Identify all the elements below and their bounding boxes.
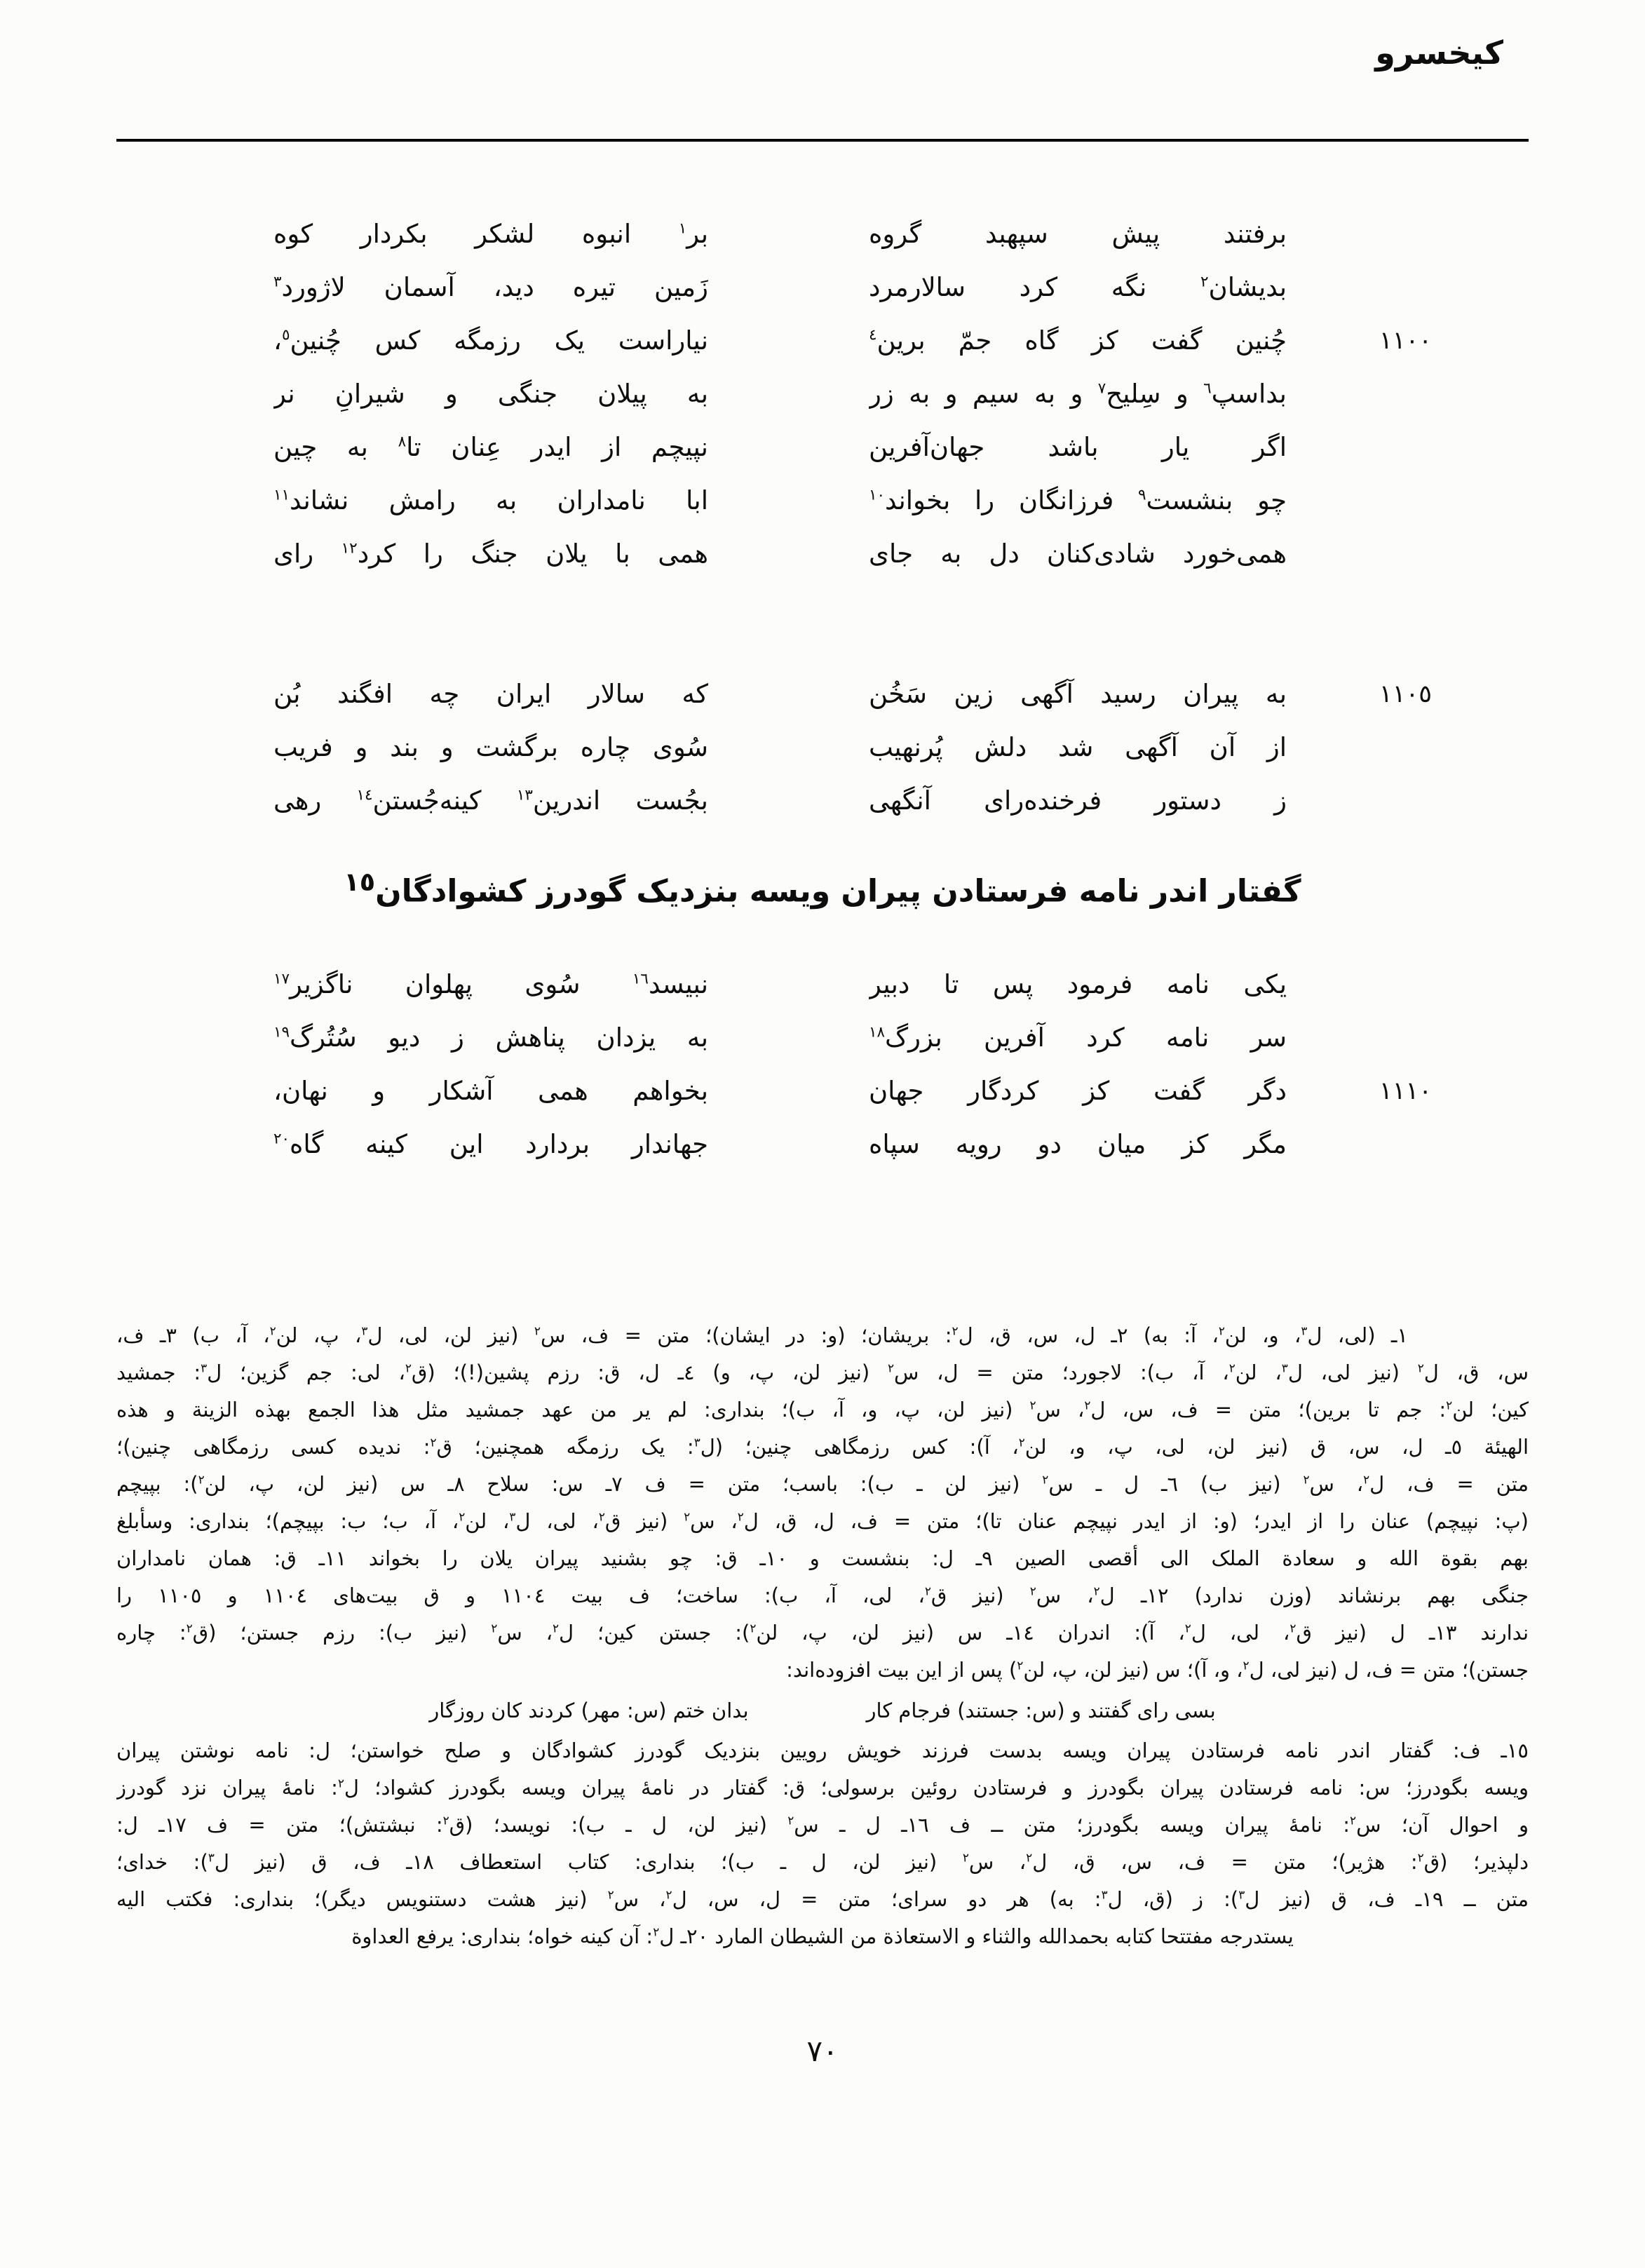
footnote-line: الهیئة ٥ـ ل، س، ق (نیز لن، لی، پ، و، لن$^٢$، آ): کس رزمگاهی چنین؛ (ل$^٣$: یک رزمگه همچنین؛ ق$^٢$: ندیده کسی رزمگاهی چنین)؛: [116, 1435, 1529, 1459]
verse-number: [1362, 367, 1449, 421]
verse-number: [1362, 1011, 1449, 1065]
hemistich-right: مگر کز میان دو رویه سپاه: [869, 1129, 1287, 1159]
footnote-line: یستدرجه مفتتحا کتابه بحمدالله والثناء و الاستعاذة من الشیطان المارد ٢٠ـ ل$^٢$: آن کینه خواه؛ بنداری: یرفع العداوة: [351, 1924, 1294, 1948]
page-number: ٧٠: [806, 2034, 839, 2068]
hemistich-left: به پیلان جنگی و شیرانِ نر: [273, 379, 708, 409]
couplet-row: [273, 1118, 1287, 1171]
footnote-line: و احوال آن؛ س$^٢$: نامهٔ پیران ویسه بگودرز؛ متن ــ ف ١٦ـ ل ـ س$^٢$ (نیز لن، ل ـ ب): نویسد؛ (ق$^٢$: نبشتش)؛ متن = ف ١٧ـ ل:: [116, 1813, 1529, 1837]
couplet-row: [273, 668, 1433, 721]
couplet-row: [273, 774, 1287, 828]
hemistich-left: که سالار ایران چه افگند بُن: [273, 679, 708, 709]
footnote-line: ١ـ (لی، ل$^٣$، و، لن$^٢$، آ: به) ٢ـ ل، س، ق، ل$^٢$: بریشان؛ (و: در ایشان)؛ متن = ف، س$^٢$ (نیز لن، لی، ل$^٣$، پ، لن$^٢$، آ، ب) ٣ـ ف،: [116, 1323, 1408, 1347]
couplet-row: [273, 421, 1287, 474]
footnote-verse-right: بسی رای گفتند و (س: جستند) فرجام کار: [866, 1699, 1216, 1722]
couplet-row: [273, 474, 1287, 527]
header-rule: [116, 139, 1529, 142]
hemistich-left: ابا نامداران به رامش نشاند$^{١١}$: [273, 485, 708, 515]
hemistich-left: نپیچم از ایدر عِنان تا$^٨$ به چین: [273, 432, 708, 462]
footnote-line: (پ: نپیچم) عنان را از ایدر؛ (و: از ایدر نپیچم عنان تا)؛ متن = ف، ل، ق، ل$^٢$، س$^٢$ (نیز ق$^٢$، لی، ل$^٣$، لن$^٢$، آ، ب؛ ب: بپیچم)؛ بنداری: وسأبلغ: [116, 1509, 1529, 1533]
verse-number: [1362, 774, 1449, 828]
hemistich-right: بداسپ$^٦$ و سِلیح$^٧$ و به سیم و به زر: [869, 379, 1287, 409]
hemistich-left: بر$^١$ انبوه لشکر بکردار کوه: [273, 219, 708, 249]
hemistich-left: بخواهم همی آشکار و نهان،: [273, 1076, 708, 1106]
footnote-line: ١٥ـ ف: گفتار اندر نامه فرستادن پیران ویسه بدست فرزند خویش رویین بنزدیک گودرز کشوادگان و صلح خواستن؛ ل: نامه نوشتن پیران: [116, 1739, 1529, 1762]
footnote-line: کین؛ لن$^٢$: جم تا برین)؛ متن = ف، س، ل$^٢$، س$^٢$ (نیز لن، پ، و، آ، ب)؛ بنداری: لم یر من عهد جمشید مثل هذا الجمع بهذه الزینة و هذه: [116, 1398, 1529, 1422]
hemistich-left: به یزدان پناهش ز دیو سُتُرگ$^{١٩}$: [273, 1022, 708, 1053]
hemistich-left: همی با یلان جنگ را کرد$^{١٢}$ رای: [273, 539, 708, 569]
running-title: کیخسرو: [1375, 34, 1503, 72]
hemistich-right: سر نامه کرد آفرین بزرگ$^{١٨}$: [869, 1022, 1287, 1053]
verse-number: [1362, 421, 1449, 474]
critical-apparatus: [116, 1317, 1529, 1955]
couplet-row: [273, 208, 1287, 261]
hemistich-left: نیاراست یک رزمگه کس چُنین$^٥$،: [273, 325, 708, 356]
hemistich-right: از آن آگهی شد دلش پُرنهیب: [869, 732, 1287, 762]
poem-block-3: [273, 958, 1433, 1171]
hemistich-left: زَمین تیره دید، آسمان لاژورد$^٣$: [273, 272, 708, 302]
verse-number: ١١١٠: [1379, 1077, 1433, 1105]
couplet-row: [273, 314, 1433, 367]
footnote-inline-verse: [116, 1689, 1529, 1732]
verse-number: [1362, 958, 1449, 1011]
hemistich-left: جهاندار بردارد این کینه گاه$^{٢٠}$: [273, 1129, 708, 1159]
verse-number: [1362, 527, 1449, 581]
poem-block-2: [273, 668, 1433, 828]
footnote-line: بهم بقوة الله و سعادة الملک الی أقصی الصین ٩ـ ل: بنشست و ١٠ـ ق: چو بشنید پیران یلان را بخواند ١١ـ ق: همان نامداران: [116, 1546, 1529, 1570]
hemistich-right: چو بنشست$^٩$ فرزانگان را بخواند$^{١٠}$: [869, 485, 1287, 515]
footnote-line: جنگی بهم برنشاند (وزن ندارد) ١٢ـ ل$^٢$، س$^٢$ (نیز ق$^٢$، لی، آ، ب): ساخت؛ ف بیت ١١٠٤ و ق بیت‌های ١١٠٤ و ١١٠٥ را: [116, 1584, 1529, 1607]
footnote-verse-left: بدان ختم (س: مهر) کردند کان روزگار: [429, 1699, 749, 1722]
hemistich-right: برفتند پیش سپهبد گروه: [869, 219, 1287, 249]
hemistich-right: ز دستور فرخنده‌رای آنگهی: [869, 785, 1287, 816]
footnote-line: متن = ف، ل$^٢$، س$^٢$ (نیز ب) ٦ـ ل ـ س$^٢$ (نیز لن ـ ب): باسب؛ متن = ف ٧ـ س: سلاح ٨ـ س (نیز لن، پ، لن$^٢$): بپیچم: [116, 1472, 1529, 1496]
hemistich-right: چُنین گفت کز گاه جمّ برین$^٤$: [869, 325, 1287, 356]
couplet-row: [273, 721, 1287, 774]
verse-number: [1362, 721, 1449, 774]
footnote-line: ویسه بگودرز؛ س: نامه فرستادن پیران بگودرز و فرستادن روئین برسولی؛ ق: گفتار در نامهٔ پیران ویسه بگودرز کشواد؛ ل$^٢$: نامهٔ پیران نزد گودرز: [116, 1776, 1529, 1800]
couplet-row: [273, 958, 1287, 1011]
couplet-row: [273, 1065, 1433, 1118]
hemistich-left: بجُست اندرین$^{١٣}$ کینه‌جُستن$^{١٤}$ رهی: [273, 785, 708, 816]
hemistich-right: دگر گفت کز کردگار جهان: [869, 1076, 1287, 1106]
hemistich-right: اگر یار باشد جهان‌آفرین: [869, 432, 1287, 462]
hemistich-right: بدیشان$^٢$ نگه کرد سالارمرد: [869, 272, 1287, 302]
footnote-line: متن ــ ١٩ـ ف، ق (نیز ل$^٣$): ز (ق، ل$^٣$: به) هر دو سرای؛ متن = ل، س، ل$^٢$، س$^٢$ (نیز هشت دستنویس دیگر)؛ بنداری: فکتب الیه: [116, 1887, 1529, 1911]
footnote-line: دلپذیر؛ (ق$^٢$: هژیر)؛ متن = ف، س، ق، ل$^٢$، س$^٢$ (نیز لن، ل ـ ب)؛ بنداری: کتاب استعطاف ١٨ـ ف، ق (نیز ل$^٣$): خدای؛: [116, 1850, 1529, 1874]
couplet-row: [273, 367, 1287, 421]
verse-number: ١١٠٥: [1379, 680, 1433, 708]
footnote-line: ندارند ١٣ـ ل (نیز ق$^٢$، لی، ل$^٢$، آ): اندران ١٤ـ س (نیز لن، پ، لن$^٢$): جستن کین؛ ل$^٢$، س$^٢$ (نیز ب): رزم جستن؛ (ق$^٢$: چاره: [116, 1621, 1529, 1645]
verse-number: [1362, 261, 1449, 314]
couplet-row: [273, 261, 1287, 314]
hemistich-left: سُوی چاره برگشت و بند و فریب: [273, 732, 708, 762]
footnote-line: س، ق، ل$^٢$ (نیز لی، ل$^٣$، لن$^٢$، آ، ب): لاجورد؛ متن = ل، س$^٢$ (نیز لن، پ، و) ٤ـ ل، ق: رزم پشین(!)؛ (ق$^٢$، لی: جم گزین؛ ل$^٣$: جمشید: [116, 1361, 1529, 1384]
hemistich-right: همی‌خورد شادی‌کنان دل به جای: [869, 539, 1287, 569]
hemistich-left: نبیسد$^{١٦}$ سُوی پهلوان ناگزیر$^{١٧}$: [273, 969, 708, 999]
section-heading: گفتار اندر نامه فرستادن پیران ویسه بنزدیک گودرز کشوادگان$^{١٥}$: [344, 867, 1301, 910]
poem-block-1: [273, 208, 1433, 581]
verse-number: [1362, 1118, 1449, 1171]
verse-number: [1362, 474, 1449, 527]
verse-number: [1362, 208, 1449, 261]
hemistich-right: به پیران رسید آگهی زین سَخُن: [869, 679, 1287, 709]
couplet-row: [273, 1011, 1287, 1065]
hemistich-right: یکی نامه فرمود پس تا دبیر: [869, 969, 1287, 999]
couplet-row: [273, 527, 1287, 581]
verse-number: ١١٠٠: [1379, 327, 1433, 355]
footnote-line: جستن)؛ متن = ف، ل (نیز لی، ل$^٢$، و، آ)؛ س (نیز لن، پ، لن$^٢$) پس از این بیت افزوده‌اند:: [786, 1658, 1529, 1682]
